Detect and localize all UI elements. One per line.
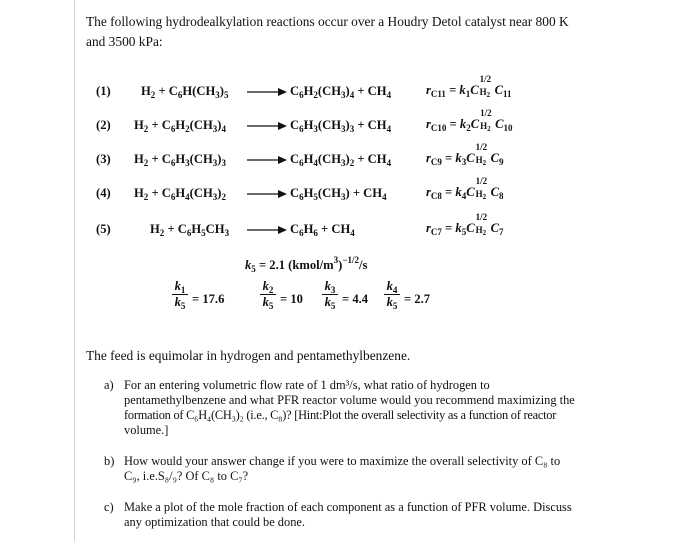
rate-equals: = xyxy=(441,185,456,199)
rate-k-sub: 2 xyxy=(466,123,471,133)
product-sub: 6 xyxy=(299,192,304,202)
product-sub: 3 xyxy=(313,124,318,134)
rate-c: C xyxy=(490,221,499,235)
rate-constant-ratios xyxy=(172,280,472,320)
reaction-reactants xyxy=(134,152,226,167)
rate-law xyxy=(426,212,504,237)
intro-line-1: The following hydrodealkylation reactions occur over a Houdry Detol catalyst near 800 K xyxy=(86,14,569,29)
reactant-text: H xyxy=(134,152,144,166)
product-text: + CH xyxy=(317,222,351,236)
reactant-sub: 2 xyxy=(143,192,149,202)
reactant-sub: 3 xyxy=(224,228,230,238)
ratio-numerator: $k_3$ xyxy=(322,280,338,295)
question-c xyxy=(104,500,616,532)
rate-h2-scripts xyxy=(475,212,491,237)
question-a-line-4: volume.] xyxy=(124,423,169,437)
reactant-text: (CH xyxy=(189,118,213,132)
k5-unit: /s xyxy=(358,258,368,272)
rate-h2-sub: $H_2$ xyxy=(475,189,487,201)
intro-text xyxy=(86,12,626,52)
reaction-reactants xyxy=(134,118,226,133)
product-text: H xyxy=(303,186,314,200)
rate-equals: = xyxy=(441,151,456,165)
product-sub: 4 xyxy=(350,228,355,238)
product-sub: 4 xyxy=(386,158,392,168)
rate-sub: C11 xyxy=(430,89,446,99)
product-text: C xyxy=(290,222,300,236)
reaction-arrow-icon xyxy=(247,85,287,99)
reactant-sub: 2 xyxy=(143,124,149,134)
reactant-sub: 4 xyxy=(185,192,190,202)
rate-c-h2: C xyxy=(470,117,480,131)
reactant-text: ) xyxy=(219,84,224,98)
question-a xyxy=(104,378,616,440)
reactant-sub: 3 xyxy=(185,158,190,168)
reactant-sub: 5 xyxy=(201,228,206,238)
reaction-row xyxy=(0,74,700,104)
reaction-number: (3) xyxy=(96,152,111,166)
reaction-products xyxy=(290,222,355,237)
rate-h2-scripts xyxy=(479,108,495,133)
reactant-sub: 6 xyxy=(170,158,176,168)
rate-h2-sub: $H_2$ xyxy=(479,87,491,99)
ratio-value: = 4.4 xyxy=(342,292,369,306)
question-c-line-2: any optimization that could be done. xyxy=(124,515,305,529)
k5-value-text: = 2.1 (kmol/m xyxy=(255,258,334,272)
rate-exponent: 1/2 xyxy=(475,176,488,186)
reaction-number: (5) xyxy=(96,222,111,236)
rate-c-h2: C xyxy=(466,151,475,165)
product-text: + CH xyxy=(354,84,387,98)
ratio-denominator: $k_5$ xyxy=(174,295,186,311)
reactant-text: H xyxy=(175,118,186,132)
rate-h2-scripts xyxy=(475,176,491,201)
reaction-arrow-icon xyxy=(247,223,287,237)
reaction-row xyxy=(0,176,700,206)
rate-c-sub: 7 xyxy=(499,227,504,237)
product-sub: 3 xyxy=(341,158,346,168)
product-text: C xyxy=(290,186,300,200)
rate-c: C xyxy=(494,83,504,97)
product-sub: 2 xyxy=(349,158,355,168)
question-b-line-1: How would your answer change if you were to maximize the overall selectivity of C₈ to xyxy=(124,454,561,468)
question-c-label: c) xyxy=(104,500,114,514)
rate-exponent: 1/2 xyxy=(475,142,488,152)
question-b-label: b) xyxy=(104,454,115,468)
rate-law xyxy=(426,108,513,133)
reaction-row xyxy=(0,142,700,172)
product-sub: 5 xyxy=(313,192,318,202)
rate-sub: C10 xyxy=(430,123,447,133)
reaction-products xyxy=(290,118,391,133)
reaction-arrow-icon xyxy=(247,187,287,201)
reaction-products xyxy=(290,152,391,167)
product-text: C xyxy=(290,152,300,166)
reactant-sub: 6 xyxy=(186,228,192,238)
product-text: (CH xyxy=(317,118,341,132)
reactant-sub: 2 xyxy=(143,158,149,168)
rate-exponent: 1/2 xyxy=(479,74,492,84)
question-b xyxy=(104,454,616,486)
reactant-sub: 4 xyxy=(221,124,226,134)
reactant-text: + C xyxy=(148,152,171,166)
ratio-denominator: $k_5$ xyxy=(262,295,274,311)
reactant-sub: 2 xyxy=(221,192,226,202)
reaction-products xyxy=(290,186,387,201)
rate-h2-scripts xyxy=(479,74,495,99)
reactant-text: (CH xyxy=(189,186,213,200)
reactant-sub: 6 xyxy=(170,124,176,134)
reaction-arrow-icon xyxy=(247,153,287,167)
reactant-sub: 6 xyxy=(177,90,183,100)
reaction-reactants xyxy=(134,186,226,201)
rate-c-h2: C xyxy=(466,221,475,235)
ratio-fraction xyxy=(172,280,188,309)
product-text: H xyxy=(303,84,314,98)
k5-value xyxy=(245,255,368,274)
product-sub: 4 xyxy=(313,158,318,168)
product-sub: 2 xyxy=(313,90,318,100)
rate-equals: = xyxy=(445,83,460,97)
ratio-fraction xyxy=(260,280,276,309)
ratio-denominator: $k_5$ xyxy=(324,295,336,311)
rate-symbol: r xyxy=(426,185,431,199)
reactant-sub: 2 xyxy=(159,228,165,238)
reactant-sub: 3 xyxy=(215,90,220,100)
question-a-label: a) xyxy=(104,378,114,392)
rate-sub: C8 xyxy=(430,191,442,201)
rate-c-sub: 9 xyxy=(499,157,504,167)
question-b-line-2: C₉, i.e.S₈/₉? Of C₈ to C₇? xyxy=(124,469,249,483)
product-sub: 3 xyxy=(341,192,346,202)
reactant-text: H xyxy=(134,186,144,200)
question-a-line-2: pentamethylbenzene and what PFR reactor volume would you recommend maximizing the xyxy=(124,393,575,407)
rate-c: C xyxy=(490,151,499,165)
k5-close: ) xyxy=(338,258,343,272)
rate-k: k xyxy=(455,221,462,235)
k5-symbol: k xyxy=(245,258,252,272)
product-text: H xyxy=(303,118,314,132)
rate-h2-sub: $H_2$ xyxy=(475,225,487,237)
reaction-number: (2) xyxy=(96,118,111,132)
rate-c-h2: C xyxy=(470,83,479,97)
rate-h2-sub: $H_2$ xyxy=(480,121,491,133)
product-text: ) xyxy=(345,118,350,132)
product-sub: 6 xyxy=(299,124,304,134)
reactant-sub: 3 xyxy=(212,124,218,134)
product-sub: 3 xyxy=(349,124,355,134)
rate-c: C xyxy=(490,185,499,199)
product-text: (CH xyxy=(317,84,341,98)
product-sub: 4 xyxy=(382,192,387,202)
rate-k: k xyxy=(459,117,467,131)
reaction-arrow-icon xyxy=(247,119,287,133)
ratio-numerator: $k_2$ xyxy=(260,280,276,295)
product-text: (CH xyxy=(317,186,341,200)
rate-exponent: 1/2 xyxy=(475,212,488,222)
question-a-line-3: formation of C₆H₄(CH₃)₂ (i.e., C₈)? [Hint:Plot the overall selectivity as a function of reactor xyxy=(124,408,557,422)
product-sub: 6 xyxy=(299,158,304,168)
ratio-numerator: $k_1$ xyxy=(172,280,188,295)
rate-c-sub: 10 xyxy=(503,123,513,133)
rate-symbol: r xyxy=(426,221,431,235)
rate-law xyxy=(426,74,512,99)
product-text: ) xyxy=(345,152,350,166)
product-sub: 4 xyxy=(349,90,355,100)
reactant-text: H(CH xyxy=(182,84,216,98)
rate-sub: C7 xyxy=(430,227,442,237)
product-text: H xyxy=(303,222,314,236)
intro-line-2: and 3500 kPa: xyxy=(86,34,163,49)
rate-equals: = xyxy=(441,221,456,235)
product-sub: 6 xyxy=(313,228,318,238)
reaction-reactants xyxy=(141,84,228,99)
rate-k: k xyxy=(455,151,462,165)
rate-c-sub: 8 xyxy=(499,191,504,201)
reactant-text: ) xyxy=(217,186,222,200)
rate-symbol: r xyxy=(426,117,431,131)
ratio-denominator: $k_5$ xyxy=(386,295,398,311)
product-text: + CH xyxy=(354,118,387,132)
product-text: ) xyxy=(345,84,350,98)
reaction-row xyxy=(0,212,700,242)
rate-k: k xyxy=(459,83,466,97)
reactant-sub: 3 xyxy=(212,158,218,168)
reactant-text: H xyxy=(175,152,186,166)
reactant-text: + C xyxy=(155,84,178,98)
ratio-value: = 10 xyxy=(280,292,303,306)
reactant-text: H xyxy=(150,222,160,236)
reactant-text: + C xyxy=(148,186,171,200)
reactant-text: CH xyxy=(205,222,225,236)
ratio-value: = 17.6 xyxy=(192,292,225,306)
product-text: H xyxy=(303,152,314,166)
product-sub: 4 xyxy=(386,90,392,100)
k5-exp2: −1/2 xyxy=(342,255,359,265)
reactant-sub: 5 xyxy=(223,90,229,100)
reactant-text: H xyxy=(141,84,151,98)
product-sub: 6 xyxy=(299,90,304,100)
reactant-sub: 2 xyxy=(185,124,190,134)
product-sub: 4 xyxy=(386,124,392,134)
rate-law xyxy=(426,176,504,201)
k5-exp1: 3 xyxy=(333,255,339,265)
rate-law xyxy=(426,142,504,167)
rate-k-sub: 3 xyxy=(461,157,467,167)
reactant-sub: 3 xyxy=(212,192,218,202)
reactant-text: H xyxy=(191,222,202,236)
rate-equals: = xyxy=(446,117,460,131)
rate-k: k xyxy=(455,185,462,199)
rate-h2-scripts xyxy=(475,142,491,167)
product-sub: 3 xyxy=(341,90,346,100)
question-c-line-1: Make a plot of the mole fraction of each component as a function of PFR volume. Discuss xyxy=(124,500,572,514)
reactant-text: ) xyxy=(217,152,222,166)
reactant-text: ) xyxy=(217,118,222,132)
rate-k-sub: 1 xyxy=(465,89,471,99)
product-text: C xyxy=(290,84,300,98)
question-a-line-1: For an entering volumetric flow rate of 1 dm³/s, what ratio of hydrogen to xyxy=(124,378,490,392)
reaction-number: (1) xyxy=(96,84,111,98)
rate-exponent: 1/2 xyxy=(480,108,492,118)
product-text: (CH xyxy=(317,152,341,166)
reaction-products xyxy=(290,84,391,99)
product-sub: 6 xyxy=(299,228,304,238)
k5-sub: 5 xyxy=(251,264,256,274)
reaction-row xyxy=(0,108,700,138)
feed-statement: The feed is equimolar in hydrogen and pentamethylbenzene. xyxy=(86,348,411,363)
reactant-text: H xyxy=(175,186,186,200)
reaction-reactants xyxy=(150,222,229,237)
reactant-text: H xyxy=(134,118,144,132)
ratio-numerator: $k_4$ xyxy=(384,280,400,295)
reactant-text: + C xyxy=(148,118,171,132)
reactant-text: + C xyxy=(164,222,187,236)
rate-sub: C9 xyxy=(430,157,442,167)
rate-h2-sub: $H_2$ xyxy=(475,155,487,167)
rate-k-sub: 4 xyxy=(461,191,467,201)
ratio-fraction xyxy=(384,280,400,309)
reactant-sub: 6 xyxy=(170,192,176,202)
reactant-sub: 3 xyxy=(221,158,226,168)
ratio-value: = 2.7 xyxy=(404,292,431,306)
rate-k-sub: 5 xyxy=(461,227,467,237)
rate-c-h2: C xyxy=(466,185,475,199)
reactant-text: (CH xyxy=(189,152,213,166)
reaction-number: (4) xyxy=(96,186,111,200)
product-text: + CH xyxy=(354,152,387,166)
ratio-fraction xyxy=(322,280,338,309)
rate-c-sub: 11 xyxy=(503,89,512,99)
product-text: ) + CH xyxy=(345,186,383,200)
reactant-sub: 2 xyxy=(150,90,156,100)
product-sub: 3 xyxy=(341,124,346,134)
rate-symbol: r xyxy=(426,151,431,165)
rate-symbol: r xyxy=(426,83,431,97)
product-text: C xyxy=(290,118,300,132)
rate-c: C xyxy=(495,117,504,131)
